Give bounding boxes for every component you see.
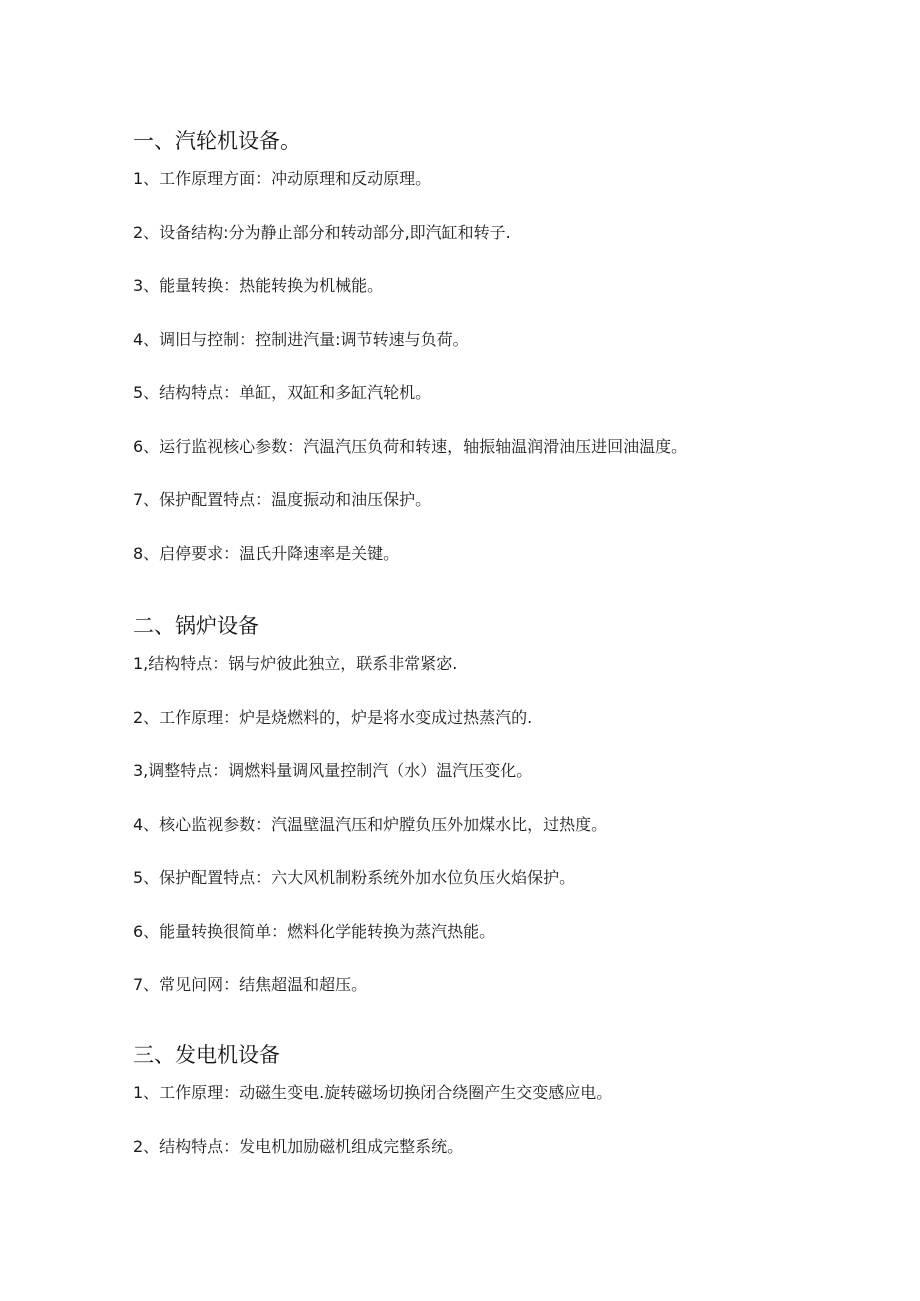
- list-item: 1,结构特点：锅与炉彼此独立，联系非常紧宓.: [133, 654, 458, 673]
- list-item: 4、核心监视参数：汽温壁温汽压和炉膛负压外加煤水比，过热度。: [133, 814, 608, 834]
- list-item: 6、运行监视核心参数：汽温汽压负荷和转速，轴振轴温润滑油压进回油温度。: [133, 436, 688, 456]
- section-title: 一、汽轮机设备。: [133, 129, 301, 153]
- list-item: 7、常见问网：结焦超温和超压。: [133, 975, 368, 994]
- list-item: 4、调旧与控制：控制进汽量:调节转速与负荷。: [133, 329, 469, 349]
- list-item: 8、启停要求：温氏升降速率是关键。: [133, 543, 400, 563]
- list-item: 2、设备结构:分为静止部分和转动部分,即汽缸和转子.: [133, 222, 511, 242]
- item-list: [133, 1081, 873, 1159]
- list-item: 1、工作原理：动磁生变电.旋转磁场切换闭合绕圈产生交变感应电。: [133, 1083, 613, 1102]
- section-generator: [133, 1041, 873, 1159]
- list-item: 5、保护配置特点：六大风机制粉系统外加水位负压火焰保护。: [133, 868, 576, 887]
- list-item: 2、工作原理：炉是烧燃料的，炉是将水变成过热蒸汽的.: [133, 707, 533, 727]
- section-turbine: [133, 127, 873, 566]
- list-item: 3,调整特点：调燃料量调风量控制汽（水）温汽压变化。: [133, 761, 533, 780]
- list-item: 6、能量转换很简单：燃料化学能转换为蒸汽热能。: [133, 921, 496, 941]
- list-item: 5、结构特点：单缸，双缸和多缸汽轮机。: [133, 383, 432, 402]
- section-title: 二、锅炉设备: [133, 614, 259, 638]
- list-item: 2、结构特点：发电机加励磁机组成完整系统。: [133, 1136, 464, 1156]
- list-item: 1、工作原理方面：冲动原理和反动原理。: [133, 169, 432, 188]
- section-title: 三、发电机设备: [133, 1043, 280, 1067]
- section-boiler: [133, 612, 873, 997]
- list-item: 7、保护配置特点：温度振动和油压保护。: [133, 490, 432, 509]
- item-list: [133, 652, 873, 997]
- item-list: [133, 167, 873, 566]
- list-item: 3、能量转换：热能转换为机械能。: [133, 276, 384, 295]
